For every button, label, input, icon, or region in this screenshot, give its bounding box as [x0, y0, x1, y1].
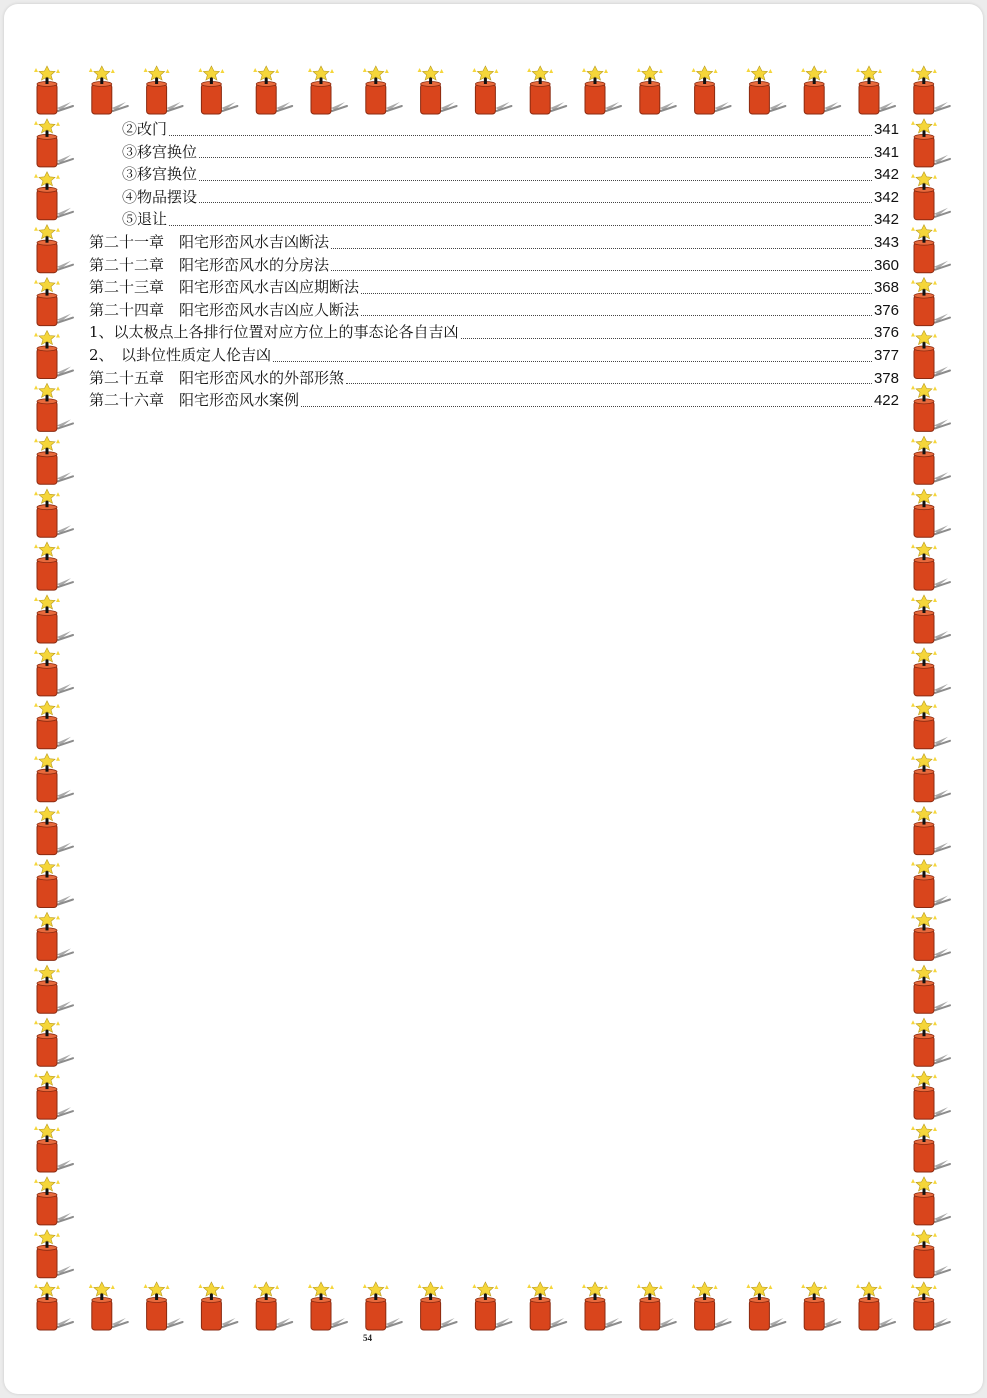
toc-entry[interactable]: [89, 321, 899, 344]
firecracker-icon: [911, 807, 950, 855]
firecracker-icon: [911, 66, 950, 114]
toc-entry-page: 376: [873, 301, 899, 319]
firecracker-icon: [34, 278, 73, 326]
firecracker-icon: [856, 66, 895, 114]
firecracker-icon: [911, 383, 950, 431]
firecracker-icon: [34, 701, 73, 749]
firecracker-icon: [253, 1282, 292, 1330]
firecracker-icon: [911, 172, 950, 220]
firecracker-icon: [911, 1124, 950, 1172]
toc-entry[interactable]: [89, 254, 899, 277]
firecracker-icon: [34, 807, 73, 855]
toc-entry-page: 342: [873, 211, 899, 229]
firecracker-icon: [911, 542, 950, 590]
toc-entry-label: ②改门: [122, 120, 168, 138]
table-of-contents: [89, 118, 899, 412]
toc-entry-page: 341: [873, 143, 899, 161]
dot-leader: [199, 202, 872, 203]
toc-entry-page: 378: [873, 369, 899, 387]
firecracker-icon: [582, 66, 621, 114]
firecracker-icon: [911, 860, 950, 908]
firecracker-icon: [418, 1282, 457, 1330]
toc-entry[interactable]: [89, 118, 899, 141]
toc-entry-label: 第二十一章 阳宅形峦风水吉凶断法: [89, 232, 330, 251]
toc-entry-label: 第二十二章 阳宅形峦风水的分房法: [89, 255, 330, 274]
firecracker-icon: [34, 66, 73, 114]
firecracker-icon: [34, 1230, 73, 1278]
firecracker-icon: [911, 489, 950, 537]
toc-entry-label: ④物品摆设: [122, 187, 198, 206]
firecracker-icon: [34, 542, 73, 590]
dot-leader: [301, 406, 872, 407]
toc-entry-label: 2、 以卦位性质定人伦吉凶: [89, 345, 272, 364]
toc-entry-page: 376: [873, 324, 899, 342]
firecracker-icon: [34, 1177, 73, 1225]
toc-entry-page: 342: [873, 188, 899, 206]
firecracker-icon: [801, 1282, 840, 1330]
firecracker-icon: [911, 754, 950, 802]
firecracker-icon: [34, 648, 73, 696]
firecracker-icon: [911, 1177, 950, 1225]
firecracker-icon: [308, 1282, 347, 1330]
firecracker-icon: [34, 119, 73, 167]
firecracker-icon: [363, 66, 402, 114]
firecracker-icon: [856, 1282, 895, 1330]
toc-entry-page: 368: [873, 279, 899, 297]
firecracker-icon: [34, 912, 73, 960]
firecracker-icon: [746, 1282, 785, 1330]
toc-entry-page: 341: [873, 121, 899, 138]
toc-entry[interactable]: [89, 208, 899, 231]
dot-leader: [169, 135, 872, 136]
toc-entry[interactable]: [89, 299, 899, 322]
firecracker-icon: [637, 66, 676, 114]
firecracker-icon: [144, 1282, 183, 1330]
firecracker-icon: [144, 66, 183, 114]
toc-entry[interactable]: [89, 389, 899, 412]
firecracker-icon: [472, 66, 511, 114]
toc-entry-label: 第二十六章 阳宅形峦风水案例: [89, 391, 300, 410]
dot-leader: [361, 315, 872, 316]
dot-leader: [331, 270, 872, 271]
toc-entry-label: ⑤退让: [122, 210, 168, 229]
firecracker-icon: [34, 383, 73, 431]
dot-leader: [346, 383, 872, 384]
toc-entry[interactable]: [89, 141, 899, 164]
toc-entry[interactable]: [89, 344, 899, 367]
firecracker-icon: [801, 66, 840, 114]
toc-entry[interactable]: [89, 276, 899, 299]
dot-leader: [331, 248, 872, 249]
firecracker-icon: [418, 66, 457, 114]
firecracker-icon: [308, 66, 347, 114]
firecracker-icon: [34, 225, 73, 273]
firecracker-icon: [34, 860, 73, 908]
firecracker-icon: [363, 1282, 402, 1330]
dot-leader: [199, 180, 872, 181]
toc-entry-label: ③移宫换位: [122, 142, 198, 161]
firecracker-icon: [34, 965, 73, 1013]
toc-entry-label: 第二十五章 阳宅形峦风水的外部形煞: [89, 368, 345, 387]
page-number-text: 54: [363, 1333, 372, 1343]
firecracker-icon: [582, 1282, 621, 1330]
firecracker-icon: [253, 66, 292, 114]
dot-leader: [199, 157, 872, 158]
firecracker-icon: [34, 436, 73, 484]
firecracker-icon: [198, 1282, 237, 1330]
firecracker-icon: [89, 66, 128, 114]
dot-leader: [361, 293, 872, 294]
firecracker-icon: [911, 965, 950, 1013]
firecracker-icon: [746, 66, 785, 114]
toc-entry[interactable]: [89, 367, 899, 390]
firecracker-icon: [637, 1282, 676, 1330]
firecracker-icon: [198, 66, 237, 114]
firecracker-icon: [34, 331, 73, 379]
firecracker-icon: [911, 701, 950, 749]
toc-entry-label: 第二十三章 阳宅形峦风水吉凶应期断法: [89, 278, 360, 297]
firecracker-icon: [34, 1282, 73, 1330]
firecracker-icon: [911, 595, 950, 643]
firecracker-icon: [911, 331, 950, 379]
toc-entry[interactable]: [89, 163, 899, 186]
firecracker-icon: [34, 595, 73, 643]
firecracker-icon: [34, 1071, 73, 1119]
firecracker-icon: [527, 1282, 566, 1330]
firecracker-icon: [472, 1282, 511, 1330]
toc-entry-page: 377: [873, 346, 899, 364]
firecracker-icon: [527, 66, 566, 114]
firecracker-icon: [34, 1124, 73, 1172]
toc-entry-label: ③移宫换位: [122, 165, 198, 184]
firecracker-icon: [911, 119, 950, 167]
toc-entry-page: 422: [873, 392, 899, 410]
firecracker-icon: [911, 648, 950, 696]
dot-leader: [169, 225, 872, 226]
firecracker-icon: [911, 1018, 950, 1066]
dot-leader: [273, 361, 872, 362]
toc-entry[interactable]: [89, 186, 899, 209]
firecracker-icon: [911, 912, 950, 960]
firecracker-icon: [89, 1282, 128, 1330]
toc-entry-page: 342: [873, 166, 899, 184]
firecracker-icon: [692, 66, 731, 114]
firecracker-icon: [911, 225, 950, 273]
page-number: [0, 1333, 987, 1343]
toc-entry-label: 1、以太极点上各排行位置对应方位上的事态论各自吉凶: [89, 323, 459, 342]
firecracker-icon: [911, 278, 950, 326]
toc-entry-page: 343: [873, 233, 899, 251]
toc-entry-label: 第二十四章 阳宅形峦风水吉凶应人断法: [89, 300, 360, 319]
dot-leader: [461, 338, 872, 339]
firecracker-icon: [911, 1230, 950, 1278]
toc-entry-page: 360: [873, 256, 899, 274]
firecracker-icon: [911, 436, 950, 484]
firecracker-icon: [692, 1282, 731, 1330]
firecracker-icon: [34, 754, 73, 802]
firecracker-icon: [34, 172, 73, 220]
firecracker-icon: [34, 1018, 73, 1066]
firecracker-icon: [911, 1071, 950, 1119]
firecracker-icon: [911, 1282, 950, 1330]
firecracker-icon: [34, 489, 73, 537]
toc-entry[interactable]: [89, 231, 899, 254]
